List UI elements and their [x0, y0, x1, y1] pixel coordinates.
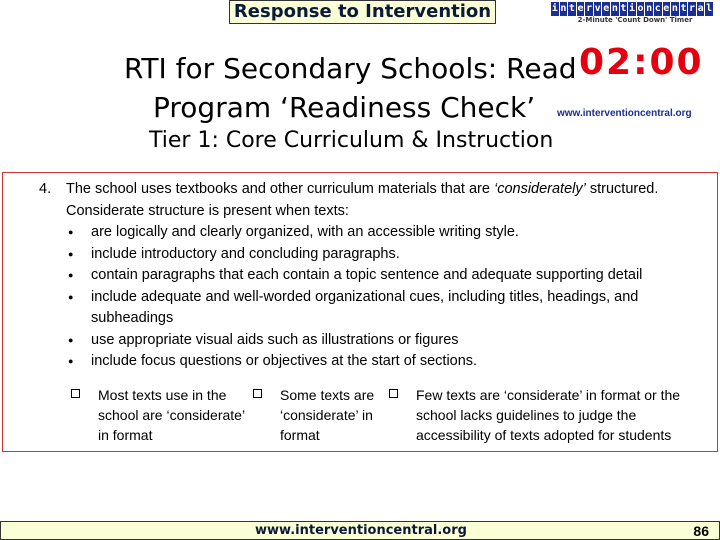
timer-subtitle: 2-Minute 'Count Down' Timer — [577, 16, 693, 24]
checkbox-some[interactable] — [253, 389, 262, 398]
criteria-item: ● include introductory and concluding paragraphs. — [66, 244, 691, 266]
checkbox-most[interactable] — [71, 389, 80, 398]
criteria-item: ● include focus questions or objectives at the start of sections. — [66, 351, 691, 373]
footer-url: www.interventioncentral.org — [255, 523, 467, 538]
checkbox-few[interactable] — [389, 389, 398, 398]
criteria-item: ● use appropriate visual aids such as illustrations or figures — [66, 330, 691, 352]
footer-banner — [0, 521, 720, 540]
item-number: 4. — [39, 181, 52, 197]
slide-title-line-2: Program ‘Readiness Check’ — [153, 91, 536, 124]
header-title: Response to Intervention — [233, 1, 492, 22]
criteria-item: ● are logically and clearly organized, with an accessible writing style. — [66, 222, 691, 244]
timer-display: 02:00 — [579, 42, 704, 83]
criteria-item: ● contain paragraphs that each contain a topic sentence and adequate supporting detail — [66, 265, 691, 287]
emphasis-text: ‘considerately’ — [493, 181, 586, 197]
checklist-item-box — [2, 172, 718, 452]
option-label: Some texts are ‘considerate’ in format — [280, 387, 375, 443]
slide-title-line-1: RTI for Secondary Schools: Read — [124, 52, 577, 85]
header-banner — [229, 0, 496, 24]
timer-url: www.interventioncentral.org — [557, 108, 692, 119]
option-label: Few texts are ‘considerate’ in format or the school lacks guidelines to judge the accessibility of texts adopted for students — [416, 387, 681, 443]
criteria-list — [66, 222, 691, 373]
item-statement: The school uses textbooks and other curriculum materials that are ‘considerately’ structured. Considerate structure is present when texts: — [66, 181, 659, 219]
option-label: Most texts use in the school are ‘considerate’ in format — [98, 387, 245, 443]
page-number: 86 — [693, 523, 709, 539]
criteria-item: ● include adequate and well-worded organizational cues, including titles, headings, and subheadings — [66, 287, 691, 330]
intervention-central-logo: i n t e r v e n t i o n c e n t r a l — [551, 3, 713, 14]
slide-subtitle: Tier 1: Core Curriculum & Instruction — [149, 128, 554, 153]
